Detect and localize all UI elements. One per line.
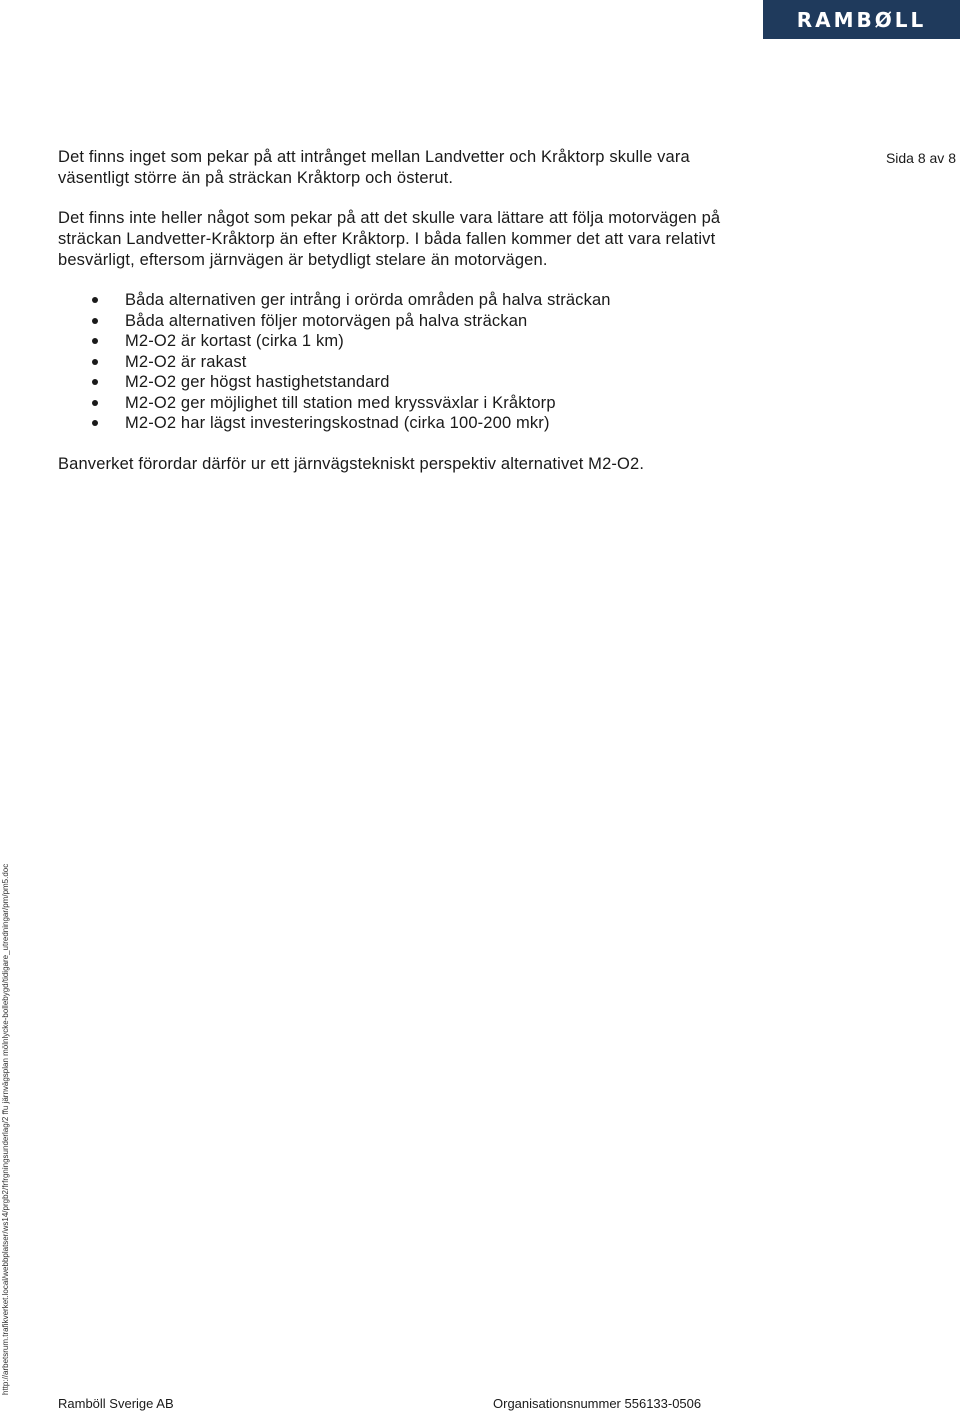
bullet-dot-icon	[92, 400, 98, 406]
page-number: Sida 8 av 8	[885, 150, 956, 166]
bullet-list	[58, 290, 738, 434]
logo-text: RAMBØLL	[796, 7, 927, 32]
list-item-text: Båda alternativen ger intrång i orörda områden på halva sträckan	[125, 291, 611, 309]
list-item-text: M2-O2 är kortast (cirka 1 km)	[125, 332, 344, 350]
list-item	[58, 311, 738, 332]
paragraph-conclusion: Banverket förordar därför ur ett järnvägstekniskt perspektiv alternativet M2-O2.	[58, 454, 645, 473]
bullet-dot-icon	[92, 420, 98, 426]
document-body	[58, 147, 738, 494]
footer-org-number: Organisationsnummer 556133-0506	[493, 1396, 702, 1411]
footer-company-name: Ramböll Sverige AB	[58, 1396, 174, 1411]
list-item-text: Båda alternativen följer motorvägen på halva sträckan	[125, 311, 528, 330]
list-item	[58, 352, 738, 373]
bullet-dot-icon	[92, 379, 98, 385]
list-item-text: M2-O2 ger möjlighet till station med kryssväxlar i Kråktorp	[125, 393, 556, 412]
list-item-text: M2-O2 ger högst hastighetstandard	[125, 373, 390, 391]
list-item	[58, 331, 738, 352]
bullet-dot-icon	[92, 359, 98, 365]
list-item	[58, 290, 738, 311]
list-item-text: M2-O2 är rakast	[125, 352, 247, 371]
bullet-dot-icon	[92, 297, 98, 303]
bullet-dot-icon	[92, 318, 98, 324]
list-item	[58, 393, 738, 414]
paragraph-intrang: Det finns inget som pekar på att intrånget mellan Landvetter och Kråktorp skulle vara väsentligt större än på sträckan Kråktorp och österut.	[58, 148, 690, 187]
ramboll-logo	[763, 0, 960, 39]
document-file-path: http://arbetsrum.trafikverket.local/webbplatser/ws14/prgb2/frfrgningsunderlag/2 ffu järnvägsplan mölnlycke-bollebygd/tidigare_utredningar/pm/pm5.doc	[1, 863, 10, 1395]
bullet-dot-icon	[92, 338, 98, 344]
paragraph-motorvagen: Det finns inte heller något som pekar på att det skulle vara lättare att följa motorvägen på sträckan Landvetter-Kråktorp än efter Kråktorp. I båda fallen kommer det att vara relativt besvärligt, eftersom järnvägen är betydligt stelare än motorvägen.	[58, 209, 721, 269]
list-item	[58, 413, 738, 434]
list-item	[58, 372, 738, 393]
list-item-text: M2-O2 har lägst investeringskostnad (cirka 100-200 mkr)	[125, 414, 550, 432]
